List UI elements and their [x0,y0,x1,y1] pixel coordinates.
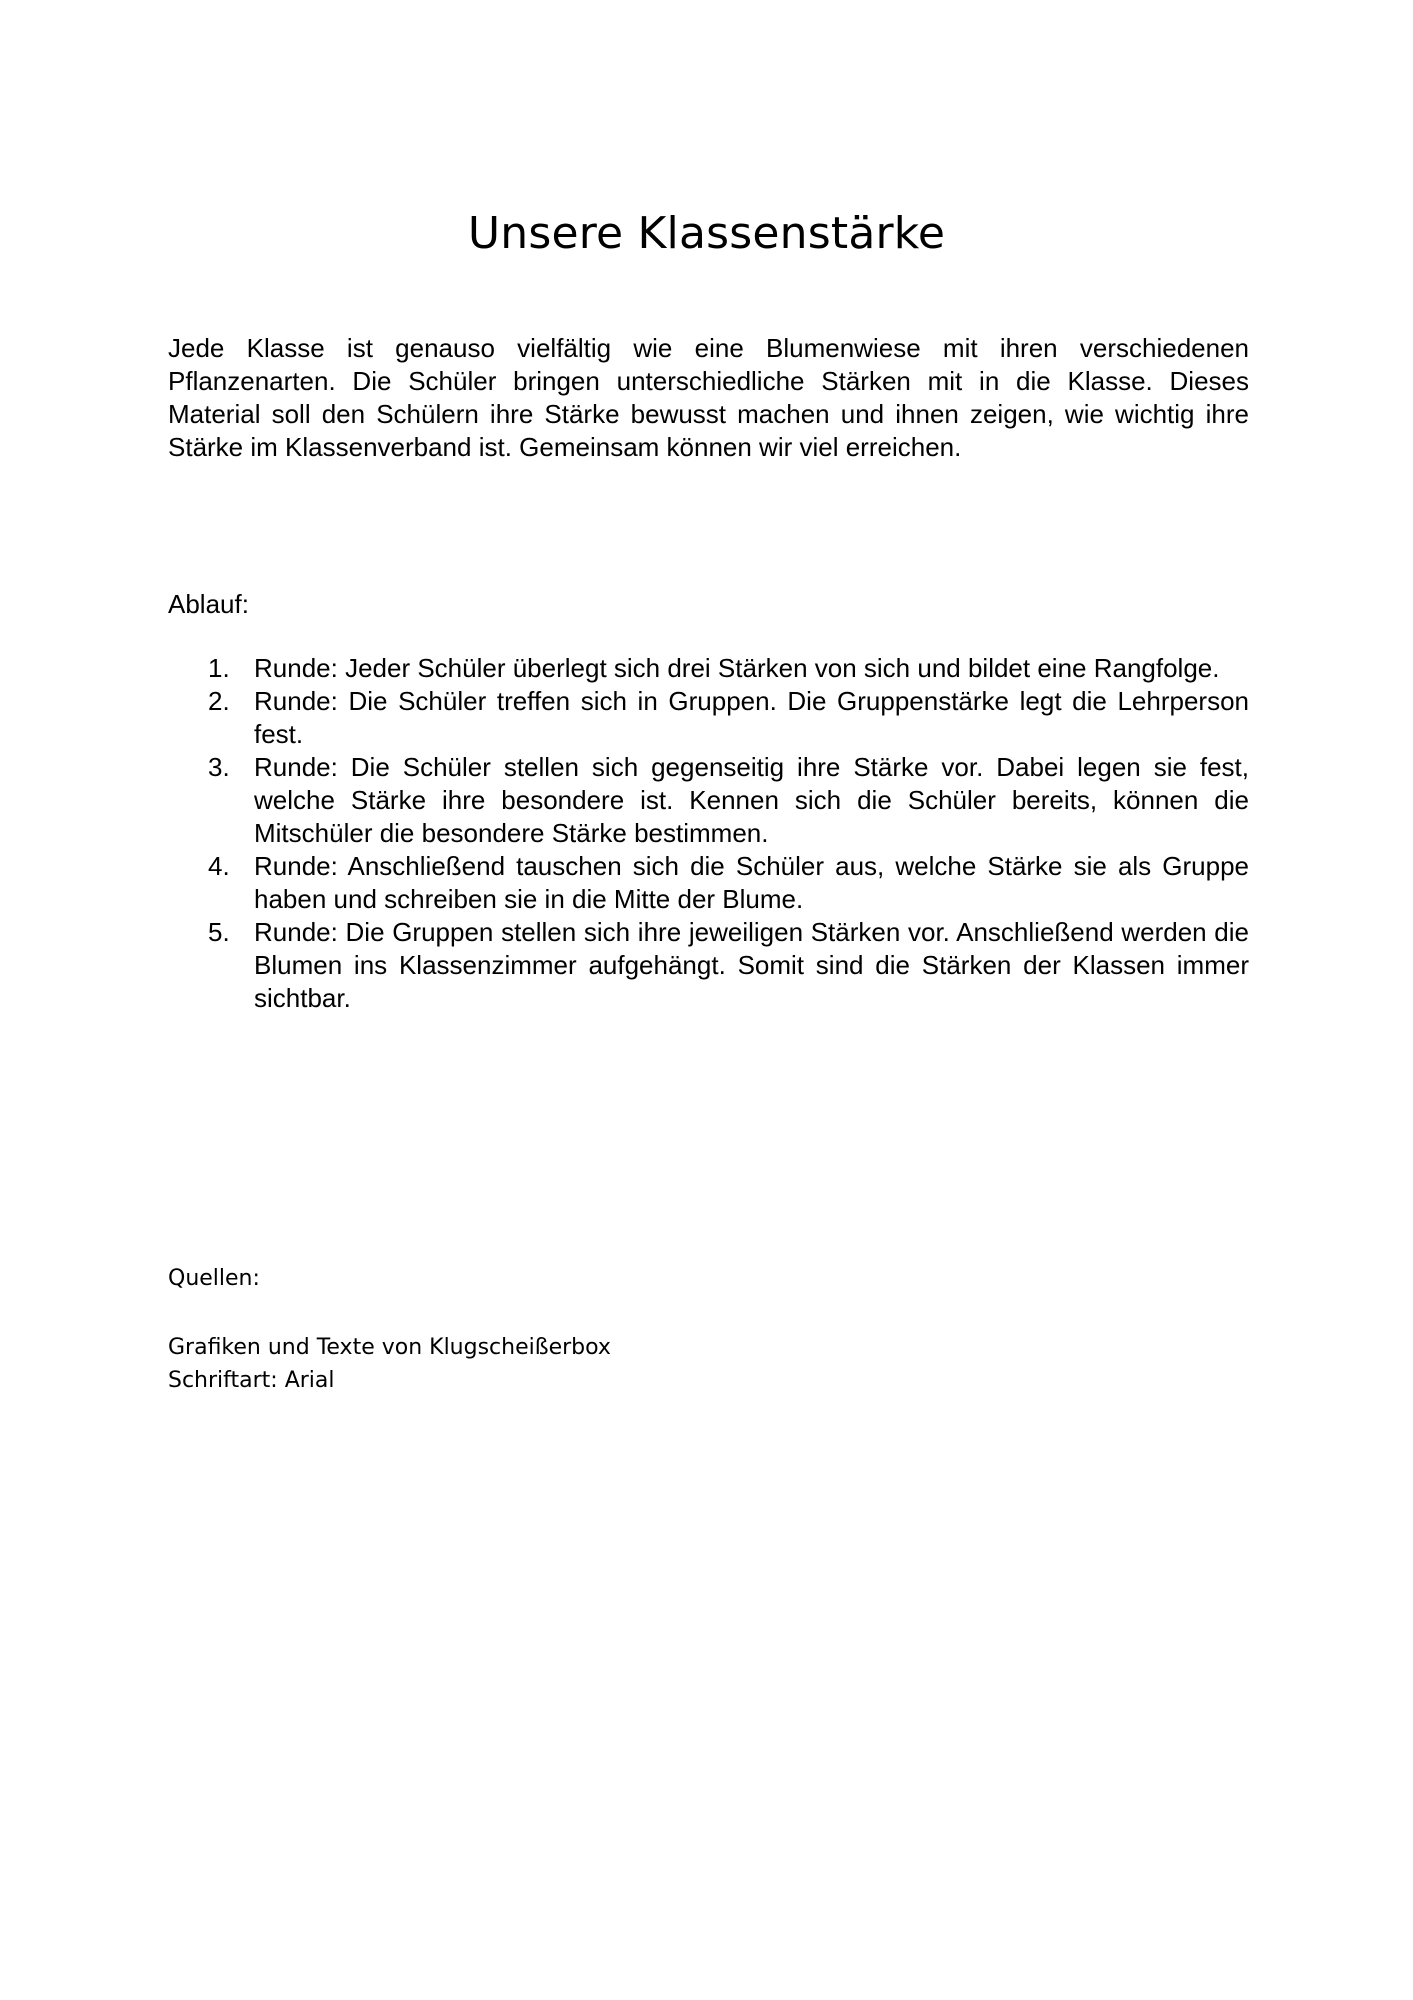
steps-list [168,652,1249,1015]
list-item [168,685,1249,751]
credit-line-graphics: Grafiken und Texte von Klugscheißerbox [168,1335,611,1360]
list-item [168,652,1249,685]
list-item-number: 2. [208,686,230,716]
list-item-number: 3. [208,752,230,782]
credit-line-font: Schriftart: Arial [168,1368,335,1393]
section-heading-ablauf: Ablauf: [168,589,249,619]
list-item-text: Runde: Die Gruppen stellen sich ihre jeweiligen Stärken vor. Anschließend werden die Blumen ins Klassenzimmer aufgehängt. Somit sind die Stärken der Klassen immer sichtbar. [254,917,1249,1013]
intro-paragraph: Jede Klasse ist genauso vielfältig wie eine Blumenwiese mit ihren verschiedenen Pflanzenarten. Die Schüler bringen unterschiedliche Stärken mit in die Klasse. Dieses Material soll den Schülern ihre Stärke bewusst machen und ihnen zeigen, wie wichtig ihre Stärke im Klassenverband ist. Gemeinsam können wir viel erreichen. [168,333,1249,462]
page-title: Unsere Klassenstärke [467,208,946,259]
list-item-text: Runde: Die Schüler treffen sich in Gruppen. Die Gruppenstärke legt die Lehrperson fest. [254,686,1249,749]
list-item-text: Runde: Jeder Schüler überlegt sich drei Stärken von sich und bildet eine Rangfolge. [254,653,1220,683]
list-item [168,751,1249,850]
list-item-text: Runde: Die Schüler stellen sich gegenseitig ihre Stärke vor. Dabei legen sie fest, welche Stärke ihre besondere ist. Kennen sich die Schüler bereits, können die Mitschüler die besondere Stärke bestimmen. [254,752,1249,848]
list-item-number: 5. [208,917,230,947]
credits-block [168,1331,611,1397]
list-item [168,850,1249,916]
list-item-number: 1. [208,653,230,683]
sources-label: Quellen: [168,1266,260,1291]
list-item-number: 4. [208,851,230,881]
list-item [168,916,1249,1015]
list-item-text: Runde: Anschließend tauschen sich die Schüler aus, welche Stärke sie als Gruppe haben und schreiben sie in die Mitte der Blume. [254,851,1249,914]
